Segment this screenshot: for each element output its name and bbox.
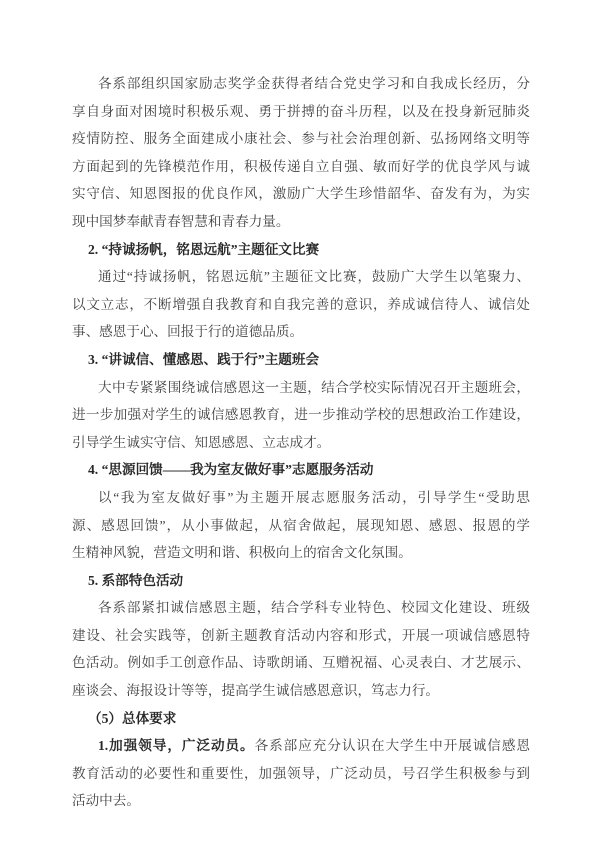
text-run: 生精神风貌，营造文明和谐、积极向上的宿舍文化氛围。 xyxy=(72,545,412,561)
text-line xyxy=(72,263,530,291)
text-line xyxy=(72,484,530,512)
text-line xyxy=(72,401,530,429)
text-line xyxy=(72,594,530,622)
text-run: 3. “讲诚信、懂感恩、践于行”主题班会 xyxy=(88,351,320,367)
text-line xyxy=(72,153,530,181)
text-line xyxy=(72,677,530,705)
text-line xyxy=(72,180,530,208)
text-run: 活动中去。 xyxy=(72,793,140,809)
text-run: 4. “思源回馈——我为室友做好事”志愿服务活动 xyxy=(88,462,374,478)
text-line xyxy=(72,208,530,236)
text-line xyxy=(72,732,530,760)
text-run: 疫情防控、服务全面建成小康社会、参与社会治理创新、弘扬网络文明等 xyxy=(72,131,530,147)
heading-line xyxy=(72,236,530,264)
text-line xyxy=(72,318,530,346)
heading-line xyxy=(72,346,530,374)
text-run: 进一步加强对学生的诚信感恩教育，进一步推动学校的思想政治工作建设， xyxy=(72,407,530,423)
document-body xyxy=(72,70,530,815)
text-line xyxy=(72,512,530,540)
text-line xyxy=(72,539,530,567)
heading-line xyxy=(72,456,530,484)
text-run: 以“我为室友做好事”为主题开展志愿服务活动，引导学生“受助思 xyxy=(98,489,530,505)
text-run: 通过“持诚扬帆，铭恩远航”主题征文比赛，鼓励广大学生以笔聚力、 xyxy=(98,269,530,285)
text-line xyxy=(72,70,530,98)
text-line xyxy=(72,125,530,153)
text-run: 5. 系部特色活动 xyxy=(88,572,184,588)
text-run: 现中国梦奉献青春智慧和青春力量。 xyxy=(72,213,290,229)
text-run: 方面起到的先锋模范作用，积极传递自立自强、敏而好学的优良学风与诚 xyxy=(72,158,530,174)
text-run: 各系部应充分认识在大学生中开展诚信感恩 xyxy=(254,738,530,754)
bold-text-run: 1.加强领导，广泛动员。 xyxy=(98,738,255,754)
text-run: 事、感恩于心、回报于行的道德品质。 xyxy=(72,324,304,340)
text-run: 引导学生诚实守信、知恩感恩、立志成才。 xyxy=(72,434,331,450)
text-run: 教育活动的必要性和重要性，加强领导，广泛动员，号召学生积极参与到 xyxy=(72,765,530,781)
text-run: （5）总体要求 xyxy=(88,710,177,726)
text-run: 大中专紧紧围绕诚信感恩这一主题，结合学校实际情况召开主题班会， xyxy=(98,379,530,395)
text-run: 各系部组织国家励志奖学金获得者结合党史学习和自我成长经历，分 xyxy=(98,76,530,91)
text-line xyxy=(72,760,530,788)
text-run: 各系部紧扣诚信感恩主题，结合学科专业特色、校园文化建设、班级 xyxy=(98,600,530,616)
text-run: 2. “持诚扬帆，铭恩远航”主题征文比赛 xyxy=(88,241,320,257)
text-line xyxy=(72,291,530,319)
text-line xyxy=(72,649,530,677)
text-run: 实守信、知恩图报的优良作风，激励广大学生珍惜韶华、奋发有为，为实 xyxy=(72,186,530,202)
text-line xyxy=(72,374,530,402)
text-run: 建设、社会实践等，创新主题教育活动内容和形式，开展一项诚信感恩特 xyxy=(72,627,530,643)
text-run: 源、感恩回馈”，从小事做起，从宿舍做起，展现知恩、感恩、报恩的学 xyxy=(72,517,530,533)
text-line xyxy=(72,787,530,815)
text-line xyxy=(72,429,530,457)
text-run: 享自身面对困境时积极乐观、勇于拼搏的奋斗历程，以及在投身新冠肺炎 xyxy=(72,103,530,119)
text-line xyxy=(72,98,530,126)
text-run: 座谈会、海报设计等等，提高学生诚信感恩意识，笃志力行。 xyxy=(72,683,440,699)
heading-line xyxy=(72,567,530,595)
text-run: 以文立志，不断增强自我教育和自我完善的意识，养成诚信待人、诚信处 xyxy=(72,296,530,312)
heading-line xyxy=(72,705,530,733)
text-line xyxy=(72,622,530,650)
text-run: 色活动。例如手工创意作品、诗歌朗诵、互赠祝福、心灵表白、才艺展示、 xyxy=(72,655,530,671)
